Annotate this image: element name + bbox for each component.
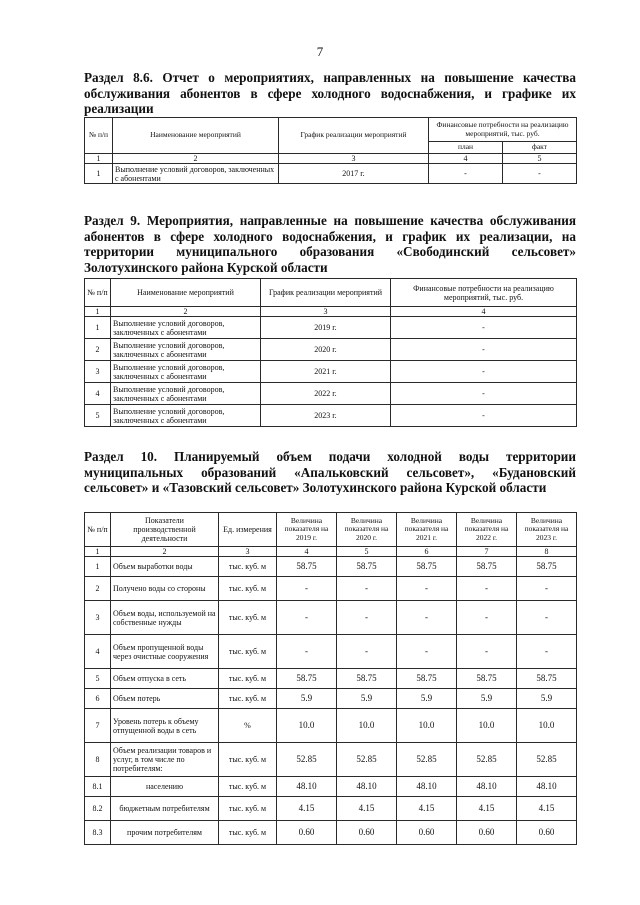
page-number: 7 <box>316 44 324 59</box>
section-10-table <box>84 512 577 845</box>
value-2020: 48.10 <box>337 777 397 797</box>
row-name: Выполнение условий договоров, заключенных с абонентами <box>111 361 261 383</box>
index-cell: 8 <box>517 547 577 557</box>
index-cell: 1 <box>85 547 111 557</box>
value-2022: - <box>457 635 517 669</box>
value-2023: 58.75 <box>517 669 577 689</box>
header-plan: план <box>429 142 503 154</box>
row-year: 2023 г. <box>261 405 391 427</box>
value-2019: 10.0 <box>277 709 337 743</box>
index-cell: 4 <box>277 547 337 557</box>
value-2021: - <box>397 577 457 601</box>
value-2020: - <box>337 601 397 635</box>
value-2022: 58.75 <box>457 557 517 577</box>
value-2021: 10.0 <box>397 709 457 743</box>
row-num: 1 <box>85 557 111 577</box>
section-10-title: Раздел 10. Планируемый объем подачи холодной воды территории муниципальных образований «Апальковский сельсовет», «Будановский сельсовет» и «Тазовский сельсовет» Золотухинского района Курской области <box>84 449 576 495</box>
value-2021: 58.75 <box>397 669 457 689</box>
value-2022: 5.9 <box>457 689 517 709</box>
header-name: Наименование мероприятий <box>113 118 279 154</box>
header-finance: Финансовые потребности на реализацию мероприятий, тыс. руб. <box>429 118 577 142</box>
row-unit: тыс. куб. м <box>219 689 277 709</box>
header-schedule: График реализации мероприятий <box>261 279 391 307</box>
header-2019: Величина показателя на 2019 г. <box>277 513 337 547</box>
value-2019: 48.10 <box>277 777 337 797</box>
table-row <box>85 557 577 577</box>
value-2019: - <box>277 577 337 601</box>
row-indicator: Получено воды со стороны <box>111 577 219 601</box>
value-2021: 0.60 <box>397 821 457 845</box>
row-unit: тыс. куб. м <box>219 557 277 577</box>
index-cell: 7 <box>457 547 517 557</box>
row-unit: тыс. куб. м <box>219 821 277 845</box>
value-2019: 5.9 <box>277 689 337 709</box>
value-2023: - <box>517 601 577 635</box>
row-indicator: населению <box>111 777 219 797</box>
row-name: Выполнение условий договоров, заключенных с абонентами <box>111 383 261 405</box>
value-2022: - <box>457 601 517 635</box>
value-2021: 4.15 <box>397 797 457 821</box>
value-2022: 4.15 <box>457 797 517 821</box>
table-row <box>85 164 577 184</box>
table-row <box>85 317 577 339</box>
row-num: 2 <box>85 339 111 361</box>
row-finance: - <box>391 339 577 361</box>
header-2023: Величина показателя на 2023 г. <box>517 513 577 547</box>
row-num: 3 <box>85 601 111 635</box>
header-finance: Финансовые потребности на реализацию мероприятий, тыс. руб. <box>391 279 577 307</box>
value-2021: 58.75 <box>397 557 457 577</box>
value-2019: 4.15 <box>277 797 337 821</box>
table-row <box>85 821 577 845</box>
table-row <box>85 361 577 383</box>
index-cell: 2 <box>111 307 261 317</box>
row-num: 3 <box>85 361 111 383</box>
header-2022: Величина показателя на 2022 г. <box>457 513 517 547</box>
value-2023: 5.9 <box>517 689 577 709</box>
row-unit: тыс. куб. м <box>219 669 277 689</box>
row-num: 8.2 <box>85 797 111 821</box>
index-cell: 3 <box>279 154 429 164</box>
value-2020: 0.60 <box>337 821 397 845</box>
row-num: 4 <box>85 635 111 669</box>
row-name: Выполнение условий договоров, заключенных с абонентами <box>111 317 261 339</box>
row-num: 1 <box>85 317 111 339</box>
table-row <box>85 797 577 821</box>
value-2023: 58.75 <box>517 557 577 577</box>
value-2019: 52.85 <box>277 743 337 777</box>
value-2020: 58.75 <box>337 557 397 577</box>
header-num: № п/п <box>85 279 111 307</box>
row-num: 2 <box>85 577 111 601</box>
row-finance: - <box>391 405 577 427</box>
value-2022: - <box>457 577 517 601</box>
table-row <box>85 669 577 689</box>
row-name: Выполнение условий договоров, заключенных с абонентами <box>111 405 261 427</box>
value-2022: 52.85 <box>457 743 517 777</box>
value-2020: 10.0 <box>337 709 397 743</box>
row-num: 5 <box>85 669 111 689</box>
table-row <box>85 777 577 797</box>
row-num: 7 <box>85 709 111 743</box>
row-num: 6 <box>85 689 111 709</box>
row-finance: - <box>391 383 577 405</box>
index-cell: 3 <box>261 307 391 317</box>
value-2021: - <box>397 601 457 635</box>
value-2019: - <box>277 635 337 669</box>
row-num: 8 <box>85 743 111 777</box>
row-num: 4 <box>85 383 111 405</box>
index-cell: 5 <box>337 547 397 557</box>
value-2020: - <box>337 577 397 601</box>
row-unit: тыс. куб. м <box>219 577 277 601</box>
table-row <box>85 383 577 405</box>
table-row <box>85 601 577 635</box>
value-2023: 4.15 <box>517 797 577 821</box>
value-2023: - <box>517 635 577 669</box>
row-num: 5 <box>85 405 111 427</box>
header-num: № п/п <box>85 118 113 154</box>
row-plan: - <box>429 164 503 184</box>
row-year: 2021 г. <box>261 361 391 383</box>
row-num: 8.3 <box>85 821 111 845</box>
value-2021: 48.10 <box>397 777 457 797</box>
table-row <box>85 635 577 669</box>
value-2019: - <box>277 601 337 635</box>
table-row <box>85 339 577 361</box>
value-2020: 5.9 <box>337 689 397 709</box>
value-2022: 10.0 <box>457 709 517 743</box>
index-cell: 2 <box>113 154 279 164</box>
value-2021: 52.85 <box>397 743 457 777</box>
table-row <box>85 577 577 601</box>
value-2020: 58.75 <box>337 669 397 689</box>
row-num: 8.1 <box>85 777 111 797</box>
row-indicator: прочим потребителям <box>111 821 219 845</box>
index-cell: 1 <box>85 307 111 317</box>
row-unit: тыс. куб. м <box>219 601 277 635</box>
row-year: 2019 г. <box>261 317 391 339</box>
row-indicator: Объем потерь <box>111 689 219 709</box>
row-num: 1 <box>85 164 113 184</box>
table-row <box>85 743 577 777</box>
row-unit: тыс. куб. м <box>219 797 277 821</box>
value-2022: 48.10 <box>457 777 517 797</box>
header-num: № п/п <box>85 513 111 547</box>
row-fact: - <box>503 164 577 184</box>
row-indicator: бюджетным потребителям <box>111 797 219 821</box>
value-2020: - <box>337 635 397 669</box>
section-8-6-title: Раздел 8.6. Отчет о мероприятиях, направленных на повышение качества обслуживания абонентов в сфере холодного водоснабжения, и графике их реализации <box>84 70 576 116</box>
value-2023: 0.60 <box>517 821 577 845</box>
table-row <box>85 709 577 743</box>
row-name: Выполнение условий договоров, заключенных с абонентами <box>111 339 261 361</box>
section-9-title: Раздел 9. Мероприятия, направленные на повышение качества обслуживания абонентов в сфере холодного водоснабжения, и график их реализации, на территории муниципального образования «Свободинский сельсовет» Золотухинского района Курской области <box>84 213 576 275</box>
value-2022: 0.60 <box>457 821 517 845</box>
value-2019: 0.60 <box>277 821 337 845</box>
header-indicator: Показатели производственной деятельности <box>111 513 219 547</box>
index-cell: 3 <box>219 547 277 557</box>
header-name: Наименование мероприятий <box>111 279 261 307</box>
value-2023: 52.85 <box>517 743 577 777</box>
value-2023: 48.10 <box>517 777 577 797</box>
value-2023: - <box>517 577 577 601</box>
value-2021: - <box>397 635 457 669</box>
index-cell: 4 <box>429 154 503 164</box>
row-unit: тыс. куб. м <box>219 777 277 797</box>
table-row <box>85 689 577 709</box>
header-2020: Величина показателя на 2020 г. <box>337 513 397 547</box>
row-finance: - <box>391 361 577 383</box>
header-unit: Ед. измерения <box>219 513 277 547</box>
index-cell: 5 <box>503 154 577 164</box>
row-year: 2022 г. <box>261 383 391 405</box>
row-year: 2020 г. <box>261 339 391 361</box>
header-schedule: График реализации мероприятий <box>279 118 429 154</box>
row-finance: - <box>391 317 577 339</box>
value-2022: 58.75 <box>457 669 517 689</box>
header-fact: факт <box>503 142 577 154</box>
value-2020: 52.85 <box>337 743 397 777</box>
value-2019: 58.75 <box>277 669 337 689</box>
row-indicator: Уровень потерь к объему отпущенной воды в сеть <box>111 709 219 743</box>
value-2020: 4.15 <box>337 797 397 821</box>
section-9-table <box>84 278 577 427</box>
row-unit: % <box>219 709 277 743</box>
value-2023: 10.0 <box>517 709 577 743</box>
index-cell: 1 <box>85 154 113 164</box>
row-name: Выполнение условий договоров, заключенных с абонентами <box>113 164 279 184</box>
section-8-6-table <box>84 117 577 184</box>
row-indicator: Объем выработки воды <box>111 557 219 577</box>
header-2021: Величина показателя на 2021 г. <box>397 513 457 547</box>
row-indicator: Объем реализации товаров и услуг, в том числе по потребителям: <box>111 743 219 777</box>
index-cell: 4 <box>391 307 577 317</box>
row-unit: тыс. куб. м <box>219 743 277 777</box>
table-row <box>85 405 577 427</box>
index-cell: 2 <box>111 547 219 557</box>
index-cell: 6 <box>397 547 457 557</box>
value-2021: 5.9 <box>397 689 457 709</box>
row-indicator: Объем воды, используемой на собственные нужды <box>111 601 219 635</box>
value-2019: 58.75 <box>277 557 337 577</box>
row-unit: тыс. куб. м <box>219 635 277 669</box>
row-year: 2017 г. <box>279 164 429 184</box>
row-indicator: Объем отпуска в сеть <box>111 669 219 689</box>
row-indicator: Объем пропущенной воды через очистные сооружения <box>111 635 219 669</box>
